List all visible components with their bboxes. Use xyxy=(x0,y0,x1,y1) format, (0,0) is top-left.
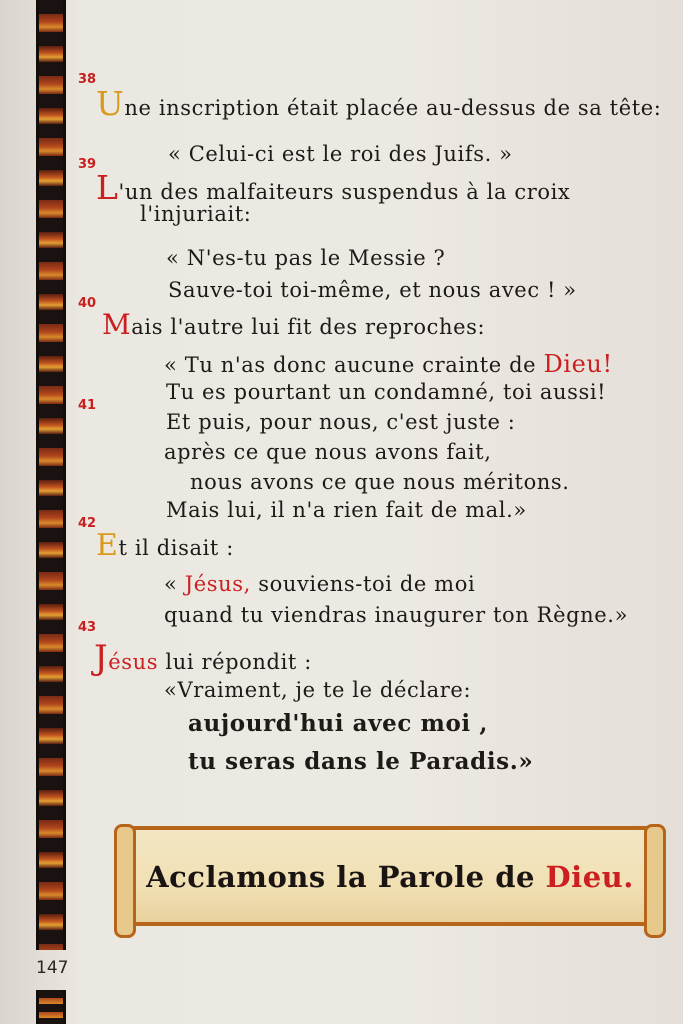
page-number: 147 xyxy=(36,958,69,978)
acclamation-dieu: Dieu xyxy=(545,860,624,894)
verse-40-line-3: Tu es pourtant un condamné, toi aussi! xyxy=(166,380,607,404)
verse-41-line-4: Mais lui, il n'a rien fait de mal.» xyxy=(166,498,527,522)
verse-40-line-2 xyxy=(164,350,613,378)
divine-name-jesus: Jésus, xyxy=(184,572,251,596)
verse-42-initial: E xyxy=(96,528,119,563)
verse-39-initial: L xyxy=(96,168,119,207)
verse-43-line-4: tu seras dans le Paradis.» xyxy=(188,748,534,775)
verse-43-initial-rest: ésus xyxy=(108,650,159,674)
verse-39-line-3: « N'es-tu pas le Messie ? xyxy=(166,246,446,270)
verse-41-line-1: Et puis, pour nous, c'est juste : xyxy=(166,410,516,434)
verse-38-text: ne inscription était placée au-dessus de sa tête: xyxy=(124,96,662,120)
verse-number-42: 42 xyxy=(78,516,97,531)
verse-43-line-3: aujourd'hui avec moi , xyxy=(188,710,488,737)
verse-41-line-2: après ce que nous avons fait, xyxy=(164,440,492,464)
verse-38-line-1 xyxy=(96,84,661,123)
verse-39-line-2: l'injuriait: xyxy=(140,202,252,226)
verse-38-line-2: « Celui-ci est le roi des Juifs. » xyxy=(168,142,513,166)
verse-40-line-2-text: « Tu n'as donc aucune crainte de xyxy=(164,353,544,377)
verse-number-40: 40 xyxy=(78,296,97,311)
verse-39-text: 'un des malfaiteurs suspendus à la croix xyxy=(118,180,571,204)
verse-number-43: 43 xyxy=(78,620,97,635)
verse-41-line-3: nous avons ce que nous méritons. xyxy=(190,470,570,494)
verse-38-initial: U xyxy=(96,84,125,123)
verse-43-text: lui répondit : xyxy=(158,650,312,674)
verse-39-line-4: Sauve-toi toi-même, et nous avec ! » xyxy=(168,278,577,302)
acclamation-text-main: Acclamons la Parole de xyxy=(146,860,546,894)
acclamation-period: . xyxy=(623,860,634,894)
verse-40-text: ais l'autre lui fit des reproches: xyxy=(131,315,486,339)
verse-42-line-2-text: souviens-toi de moi xyxy=(250,572,476,596)
divine-name-dieu: Dieu! xyxy=(543,350,613,378)
verse-number-38: 38 xyxy=(78,72,97,87)
verse-42-line-2 xyxy=(164,572,475,596)
verse-42-line-1 xyxy=(96,528,234,563)
verse-42-line-3: quand tu viendras inaugurer ton Règne.» xyxy=(164,603,629,627)
verse-40-initial: M xyxy=(102,308,132,341)
verse-number-41: 41 xyxy=(78,398,97,413)
verse-43-initial: J xyxy=(94,638,109,678)
verse-42-text: t il disait : xyxy=(118,536,234,560)
verse-43-line-2: «Vraiment, je te le déclare: xyxy=(164,678,472,702)
decorative-border xyxy=(36,0,66,950)
decorative-border-bottom xyxy=(36,990,66,1024)
acclamation-text xyxy=(128,860,652,894)
verse-40-line-1 xyxy=(102,308,485,341)
verse-43-line-1 xyxy=(94,638,312,678)
acclamation-scroll xyxy=(124,826,656,926)
verse-42-quote-open: « xyxy=(164,572,185,596)
verse-number-39: 39 xyxy=(78,157,97,172)
